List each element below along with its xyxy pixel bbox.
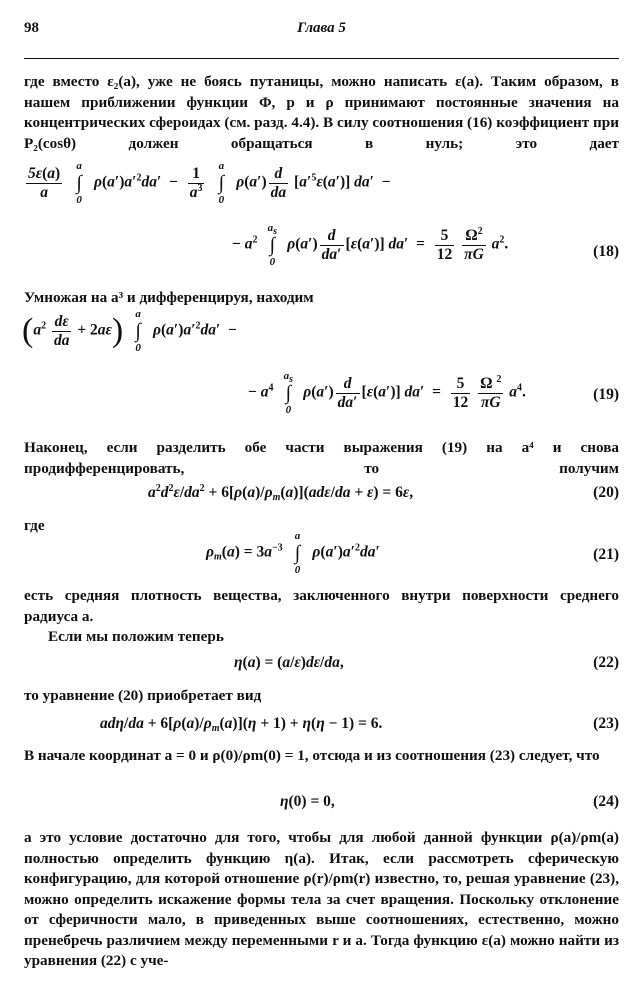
equation-19-line-1: ($a^2$ $\frac{d\varepsilon}{da}$ + 2aε) a ∫ 0 $\rho(a')a'^2da'$ − — [22, 308, 237, 354]
paragraph-2: Умножая на a³ и дифференцируя, находим — [24, 289, 314, 306]
paragraph-1: где вместо ε₂(a), уже не боясь путаницы, можно написать ε(a). Таким образом, в нашем приближении функции Φ, p и ρ принимают постоянные значения на концентрических сфероидах (см. разд. 4.4). В силу соотношения (16) коэффициент при P₂(cosθ) должен обращаться в нуль; это дает — [24, 73, 619, 152]
paragraph-6: Если мы положим теперь — [48, 628, 224, 645]
paragraph-5: есть средняя плотность вещества, заключенного внутри поверхности среднего радиуса a. — [24, 587, 619, 625]
equation-number-22: (22) — [593, 654, 619, 671]
paragraph-7: то уравнение (20) приобретает вид — [24, 687, 262, 704]
equation-18-line-1: $\frac{5\varepsilon(a)}{a}$ a ∫ 0 $\rho(a')a'^2da'$ − $\frac{1}{a^3}$ a ∫ 0 ρ(a′) $\frac{d}{da}$ $[a'^5\varepsilon(a')] da'$ − — [28, 160, 391, 206]
equation-number-20: (20) — [593, 484, 619, 501]
equation-22: η(a) = (a/ε)dε/da, — [234, 654, 344, 671]
equation-18-line-2: − $a^2$ $a_s$ ∫ 0 ρ(a′) $\frac{d}{da'}$ [ε(a′)] da′ = $\frac{5}{12}$ $\frac{\Omega^2}{\pi G}$ $a^2$. — [232, 222, 509, 268]
equation-number-23: (23) — [593, 715, 619, 732]
paragraph-9: а это условие достаточно для того, чтобы для любой данной функции ρ(a)/ρm(a) полностью определить функцию η(a). Итак, если рассмотреть сферическую конфигурацию, для которой отношение ρ(r)/ρm(r) известно, то, решая уравнение (23), можно определить искажение формы тела за счет вращения. Поскольку отклонение от сферичности мало, в приведенных выше соотношениях, естественно, можно пренебречь различием между переменными r и a. Тогда функцию ε(a) можно найти из уравнения (22) с уче- — [24, 829, 619, 969]
page-header — [24, 20, 619, 42]
equation-number-24: (24) — [593, 793, 619, 810]
equation-number-21: (21) — [593, 546, 619, 563]
equation-19-line-2: − $a^4$ $a_s$ ∫ 0 ρ(a′) $\frac{d}{da'}$ [ε(a′)] da′ = $\frac{5}{12}$ $\frac{\Omega ^2}{\pi G}$ $a^4$. — [248, 370, 526, 416]
equation-24: η(0) = 0, — [280, 793, 335, 810]
equation-number-18: (18) — [593, 243, 619, 260]
equation-21: $\rho_m(a) = 3a^{-3}$ a ∫ 0 $\rho(a')a'^2da'$ — [206, 530, 380, 576]
paragraph-8: В начале координат a = 0 и ρ(0)/ρm(0) = 1, отсюда и из соотношения (23) следует, что — [24, 747, 600, 764]
equation-number-19: (19) — [593, 386, 619, 403]
paragraph-4: где — [24, 517, 45, 534]
paragraph-3: Наконец, если разделить обе части выражения (19) на a⁴ и снова продифференцировать, то получим — [24, 439, 619, 477]
page-number: 98 — [24, 20, 39, 36]
chapter-title: Глава 5 — [297, 20, 346, 36]
equation-23: $ad\eta/da + 6[\rho(a)/\rho_m(a)](\eta + 1) + \eta(\eta - 1) = 6$. — [100, 715, 383, 734]
equation-20: $a^2d^2\varepsilon/da^2 + 6[\rho(a)/\rho_m(a)](ad\varepsilon/da + \varepsilon) = 6\varepsilon$, — [148, 483, 414, 503]
header-rule — [24, 58, 619, 59]
